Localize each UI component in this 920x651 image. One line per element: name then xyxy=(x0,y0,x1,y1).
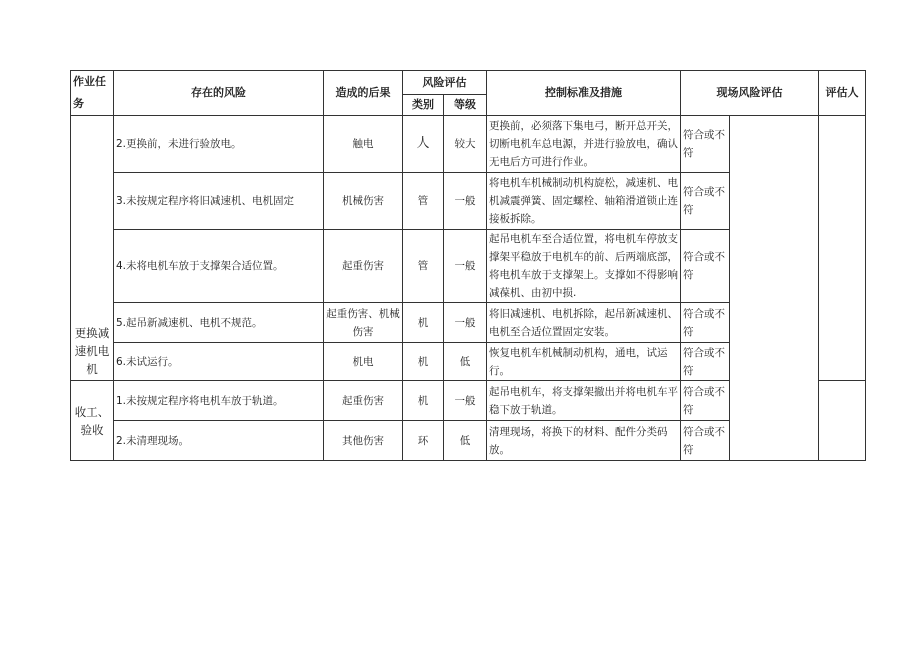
task-cell: 更换减速机电机 xyxy=(71,116,114,381)
risk-cell: 5.起吊新减速机、电机不规范。 xyxy=(114,303,324,343)
header-task: 作业任务 xyxy=(71,71,114,116)
assessor-cell xyxy=(819,381,866,461)
header-row xyxy=(71,71,866,95)
consequence-cell: 起重伤害 xyxy=(324,230,403,303)
risk-cell: 6.未试运行。 xyxy=(114,343,324,381)
header-risk-eval: 风险评估 xyxy=(403,71,487,95)
risk-cell: 2.更换前，未进行验放电。 xyxy=(114,116,324,173)
grade-cell: 较大 xyxy=(444,116,487,173)
header-risk: 存在的风险 xyxy=(114,71,324,116)
control-cell: 将旧减速机、电机拆除，起吊新减速机、电机至合适位置固定安装。 xyxy=(487,303,681,343)
site-eval-cell: 符合或不符 xyxy=(681,173,730,230)
grade-cell: 低 xyxy=(444,343,487,381)
category-cell: 机 xyxy=(403,343,444,381)
grade-cell: 一般 xyxy=(444,303,487,343)
grade-cell: 低 xyxy=(444,421,487,461)
site-eval-blank-cell xyxy=(730,116,819,461)
risk-cell: 3.未按规定程序将旧减速机、电机固定 xyxy=(114,173,324,230)
category-cell: 管 xyxy=(403,173,444,230)
control-cell: 起吊电机车至合适位置，将电机车停放支撑架平稳放于电机车的前、后两端底部，将电机车放于支撑架上。支撑如不得影响减葆机、由初中损. xyxy=(487,230,681,303)
consequence-cell: 机械伤害 xyxy=(324,173,403,230)
assessor-cell xyxy=(819,116,866,381)
header-grade: 等级 xyxy=(444,95,487,116)
category-cell: 管 xyxy=(403,230,444,303)
site-eval-cell: 符合或不符 xyxy=(681,303,730,343)
risk-cell: 2.未清理现场。 xyxy=(114,421,324,461)
header-control: 控制标准及措施 xyxy=(487,71,681,116)
consequence-cell: 起重伤害 xyxy=(324,381,403,421)
risk-cell: 1.未按规定程序将电机车放于轨道。 xyxy=(114,381,324,421)
header-consequence: 造成的后果 xyxy=(324,71,403,116)
grade-cell: 一般 xyxy=(444,381,487,421)
consequence-cell: 触电 xyxy=(324,116,403,173)
site-eval-cell: 符合或不符 xyxy=(681,116,730,173)
site-eval-cell: 符合或不符 xyxy=(681,421,730,461)
category-cell: 机 xyxy=(403,303,444,343)
site-eval-cell: 符合或不符 xyxy=(681,343,730,381)
category-cell: 人 xyxy=(403,116,444,173)
control-cell: 清理现场，将换下的材料、配件分类码放。 xyxy=(487,421,681,461)
risk-assessment-table xyxy=(70,70,866,461)
header-assessor: 评估人 xyxy=(819,71,866,116)
category-cell: 环 xyxy=(403,421,444,461)
control-cell: 起吊电机车，将支撑架撤出并将电机车平稳下放于轨道。 xyxy=(487,381,681,421)
grade-cell: 一般 xyxy=(444,230,487,303)
risk-cell: 4.未将电机车放于支撑架合适位置。 xyxy=(114,230,324,303)
consequence-cell: 起重伤害、机械伤害 xyxy=(324,303,403,343)
site-eval-cell: 符合或不符 xyxy=(681,381,730,421)
consequence-cell: 其他伤害 xyxy=(324,421,403,461)
grade-cell: 一般 xyxy=(444,173,487,230)
control-cell: 恢复电机车机械制动机构，通电，试运行。 xyxy=(487,343,681,381)
site-eval-cell: 符合或不符 xyxy=(681,230,730,303)
task-cell: 收工、验收 xyxy=(71,381,114,461)
control-cell: 将电机车机械制动机构旋松，减速机、电机减震弹簧、固定螺栓、轴箱滑道锁止连接板拆除。 xyxy=(487,173,681,230)
consequence-cell: 机电 xyxy=(324,343,403,381)
control-cell: 更换前，必须落下集电弓，断开总开关，切断电机车总电源，并进行验放电，确认无电后方可进行作业。 xyxy=(487,116,681,173)
category-cell: 机 xyxy=(403,381,444,421)
header-site-eval: 现场风险评估 xyxy=(681,71,819,116)
table-row xyxy=(71,116,866,173)
header-category: 类别 xyxy=(403,95,444,116)
